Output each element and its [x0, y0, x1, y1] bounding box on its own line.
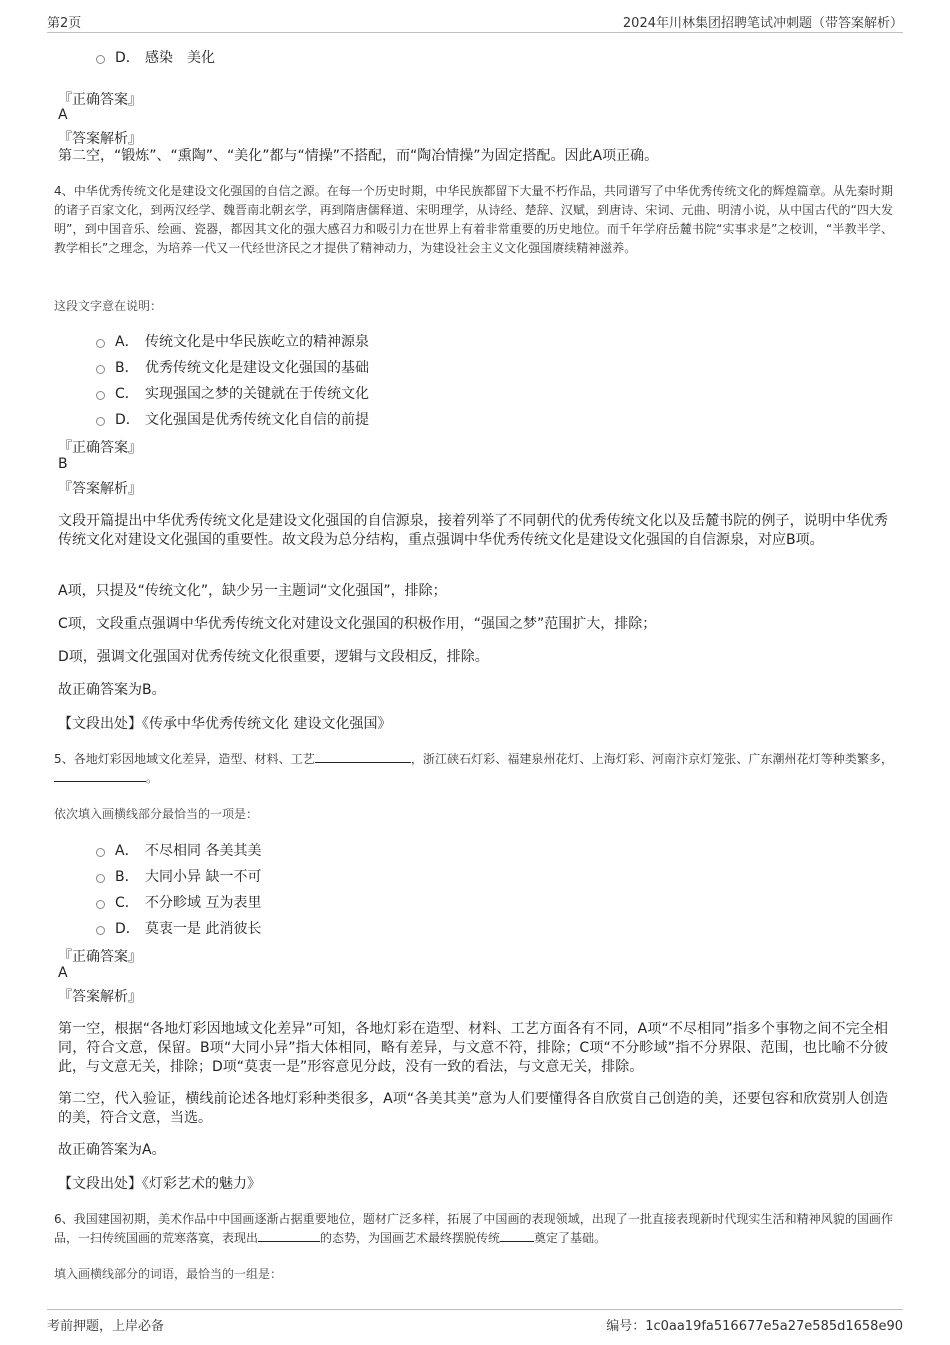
question-6-stem: 6、我国建国初期，美术作品中中国画逐渐占据重要地位，题材广泛多样，拓展了中国画的表现领域，出现了一批直接表现新时代现实生活和精神风貌的国画作品，一扫传统国画的荒寒落寞，表现出 的态势，为国画艺术最终摆脱传统 奠定了基础。 [54, 1212, 893, 1245]
answer-label: 『正确答案』 [58, 92, 142, 108]
source-citation: 【文段出处】《传承中华优秀传统文化 建设文化强国》 [58, 716, 392, 732]
question-4-prompt: 这段文字意在说明： [54, 299, 163, 313]
answer-label: 『正确答案』 [58, 440, 142, 456]
radio-button-icon[interactable] [96, 874, 105, 883]
page-number: 第2页 [47, 16, 82, 31]
analysis-paragraph: 故正确答案为A。 [58, 1142, 166, 1158]
analysis-paragraph: 第二空，代入验证，横线前论述各地灯彩种类很多，A项“各美其美”意为人们要懂得各自欣赏自己创造的美，还要包容和欣赏别人创造的美，符合文意，当选。 [58, 1091, 888, 1126]
fill-blank [54, 769, 146, 782]
analysis-text: 第二空，“锻炼”、“熏陶”、“美化”都与“情操”不搭配，而“陶冶情操”为固定搭配。因此A项正确。 [58, 148, 659, 164]
analysis-label: 『答案解析』 [58, 989, 142, 1005]
fill-blank [258, 1229, 320, 1242]
question-4-stem: 4、中华优秀传统文化是建设文化强国的自信之源。在每一个历史时期，中华民族都留下大量不朽作品，共同谱写了中华优秀传统文化的辉煌篇章。从先秦时期的诸子百家文化，到两汉经学、魏晋南北朝玄学，再到隋唐儒释道、宋明理学，从诗经、楚辞、汉赋，到唐诗、宋词、元曲、明清小说，从中国古代的“四大发明”，到中国音乐、绘画、瓷器，都因其文化的强大感召力和吸引力在世界上有着非常重要的历史地位。而千年学府岳麓书院“实事求是”之校训，“半教半学、教学相长”之理念，为培养一代又一代经世济民之才提供了精神动力，为建设社会主义文化强国赓续精神滋养。 [54, 184, 893, 255]
analysis-label: 『答案解析』 [58, 131, 142, 147]
option-a[interactable]: A． 传统文化是中华民族屹立的精神源泉 [96, 331, 369, 351]
analysis-label: 『答案解析』 [58, 481, 142, 497]
answer-value: B [58, 456, 68, 472]
fill-blank [500, 1229, 534, 1242]
radio-button-icon[interactable] [96, 365, 105, 374]
option-c[interactable]: C． 实现强国之梦的关键就在于传统文化 [96, 383, 369, 403]
radio-button-icon[interactable] [96, 848, 105, 857]
radio-button-icon[interactable] [96, 900, 105, 909]
answer-value: A [58, 107, 68, 123]
option-d[interactable]: D． 莫衷一是 此消彼长 [96, 918, 261, 938]
answer-value: A [58, 965, 68, 981]
analysis-paragraph: 第一空，根据“各地灯彩因地域文化差异”可知，各地灯彩在造型、材料、工艺方面各有不同，A项“不尽相同”指多个事物之间不完全相同，符合文意，保留。B项“大同小异”指大体相同，略有差异，与文意不符，排除；C项“不分畛域”指不分界限、范围，也比喻不分彼此，与文意无关，排除；D项“莫衷一是”形容意见分歧，没有一致的看法，与文意无关，排除。 [58, 1021, 888, 1075]
analysis-paragraph: 故正确答案为B。 [58, 682, 166, 698]
radio-button-icon[interactable] [96, 926, 105, 935]
analysis-paragraph: 文段开篇提出中华优秀传统文化是建设文化强国的自信源泉，接着列举了不同朝代的优秀传统文化以及岳麓书院的例子，说明中华优秀传统文化对建设文化强国的重要性。故文段为总分结构，重点强调中华优秀传统文化是建设文化强国的自信源泉，对应B项。 [58, 513, 888, 548]
analysis-paragraph: C项，文段重点强调中华优秀传统文化对建设文化强国的积极作用，“强国之梦”范围扩大，排除； [58, 616, 657, 632]
analysis-paragraph: D项，强调文化强国对优秀传统文化很重要，逻辑与文段相反，排除。 [58, 649, 489, 665]
question-6-prompt: 填入画横线部分的词语，最恰当的一组是： [54, 1267, 283, 1281]
option-c[interactable]: C． 不分畛域 互为表里 [96, 892, 261, 912]
radio-button-icon[interactable] [96, 55, 105, 64]
option-d[interactable]: D． 感染 美化 [96, 47, 215, 67]
document-title: 2024年川林集团招聘笔试冲刺题（带答案解析） [622, 16, 903, 31]
radio-button-icon[interactable] [96, 391, 105, 400]
analysis-paragraph: A项，只提及“传统文化”，缺少另一主题词“文化强国”，排除； [58, 583, 447, 599]
question-5-stem: 5、各地灯彩因地域文化差异，造型、材料、工艺 ，浙江硖石灯彩、福建泉州花灯、上海灯彩、河南汴京灯笼张、广东潮州花灯等种类繁多，。 [54, 752, 893, 785]
document-id: 编号：1c0aa19fa516677e5a27e585d1658e90 [606, 1319, 903, 1334]
option-a[interactable]: A． 不尽相同 各美其美 [96, 840, 261, 860]
option-d[interactable]: D． 文化强国是优秀传统文化自信的前提 [96, 409, 369, 429]
radio-button-icon[interactable] [96, 339, 105, 348]
page-footer [47, 1309, 903, 1334]
option-b[interactable]: B． 大同小异 缺一不可 [96, 866, 261, 886]
answer-label: 『正确答案』 [58, 949, 142, 965]
question-5-prompt: 依次填入画横线部分最恰当的一项是： [54, 807, 259, 821]
footer-slogan: 考前押题，上岸必备 [47, 1319, 165, 1334]
source-citation: 【文段出处】《灯彩艺术的魅力》 [58, 1176, 261, 1192]
option-b[interactable]: B． 优秀传统文化是建设文化强国的基础 [96, 357, 369, 377]
fill-blank [315, 750, 411, 763]
page-header [47, 12, 903, 33]
radio-button-icon[interactable] [96, 417, 105, 426]
